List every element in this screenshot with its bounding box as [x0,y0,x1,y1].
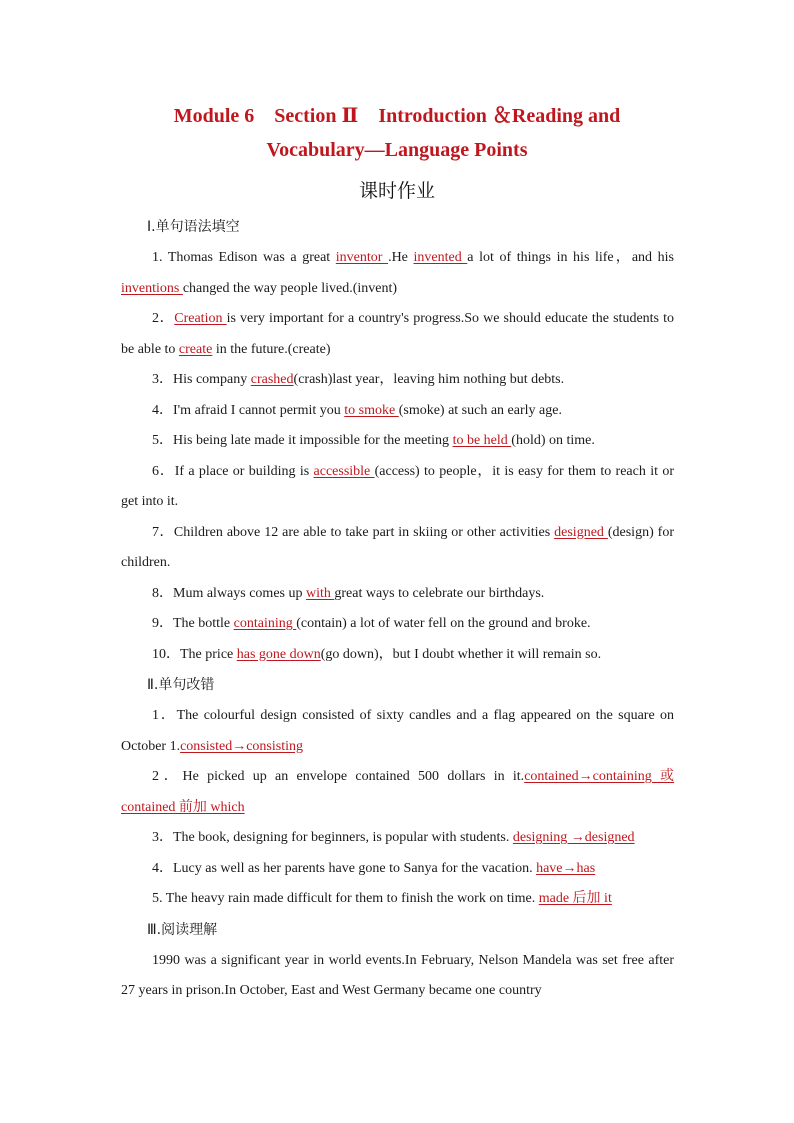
answer-blank: accessible [313,463,375,479]
question-text: (smoke) at such an early age. [398,402,562,418]
question-text: 8．Mum always comes up [152,585,306,601]
answer-correction: consisted→consisting [180,738,303,754]
question-text: (hold) on time. [511,433,595,448]
question-text: 5. The heavy rain made difficult for them to finish the work on time. [152,891,539,906]
question-text: changed the way people lived.(invent) [182,280,398,296]
answer-blank: to smoke [344,402,399,418]
question-item [121,579,674,610]
document-body [121,212,674,1007]
section-heading: Ⅲ.阅读理解 [147,921,218,938]
correction-item [121,884,674,915]
question-text: (go down)，but I doubt whether it will remain so. [320,646,602,662]
answer-blank: designed [554,524,608,540]
question-text: .He [388,250,414,265]
answer-blank: invented [413,250,468,265]
reading-passage: 1990 was a significant year in world events.In February, Nelson Mandela was set free after 27 years in prison.In October, East and West Germany became one country [121,952,674,998]
answer-blank: create [178,341,213,357]
question-item [121,396,674,427]
correction-item [121,854,674,885]
question-item [121,518,674,579]
question-text: (design) for children. [121,524,675,570]
correction-item [121,823,674,854]
question-text: in the future.(create) [212,341,331,357]
question-text: 4．I'm afraid I cannot permit you [152,402,345,418]
question-text: 7．Children above 12 are able to take part in skiing or other activities [152,524,555,540]
answer-correction: designing →designed [512,830,635,845]
question-item [121,640,674,671]
document-title-line-1: Module 6 Section Ⅱ Introduction ＆Reading and [173,105,621,127]
question-text: is very important for a country's progress.So we should educate the students to be able to [121,311,675,357]
question-text: 3．The book, designing for beginners, is popular with students. [152,830,513,845]
question-text: 9．The bottle [152,616,234,631]
question-text: 2． [152,311,175,326]
answer-blank: inventions [121,280,183,296]
question-text: a lot of things in his life，and his [467,250,674,265]
question-text: great ways to celebrate our birthdays. [334,585,545,601]
answer-correction: made 后加 it [538,891,612,906]
question-text: 1．The colourful design consisted of sixty candles and a flag appeared on the square on October 1. [121,708,674,754]
question-text: 3．His company [152,372,251,387]
question-text: 4．Lucy as well as her parents have gone to Sanya for the vacation. [152,860,537,876]
answer-blank: has gone down [236,646,321,662]
question-text: (contain) a lot of water fell on the ground and broke. [296,616,591,631]
question-text: (crash)last year，leaving him nothing but debts. [293,372,565,387]
question-text: 5．His being late made it impossible for the meeting [152,433,453,448]
question-item [121,609,674,640]
answer-correction: have→has [536,860,596,876]
answer-blank: containing [233,616,297,631]
question-item [121,365,674,396]
document-subtitle: 课时作业 [358,180,435,202]
question-text: 1. Thomas Edison was a great [152,250,336,265]
section-heading: Ⅱ.单句改错 [147,677,215,693]
answer-correction: contained→containing 或 contained 前加 which [121,769,674,815]
question-item [121,457,674,518]
answer-blank: to be held [452,433,512,448]
question-text: 2．He picked up an envelope contained 500 dollars in it. [152,769,525,784]
question-text: (access) to people，it is easy for them to reach it or get into it. [121,463,674,509]
answer-blank: with [305,585,335,601]
answer-blank: Creation [174,311,227,326]
question-item [121,426,674,457]
question-text: 6．If a place or building is [152,463,314,479]
answer-blank: crashed [250,372,294,387]
document-title-line-2: Vocabulary—Language Points [266,139,528,161]
question-item [121,243,674,304]
question-item [121,304,674,365]
answer-blank: inventor [335,250,389,265]
correction-item [121,762,674,823]
question-text: 10．The price [152,646,237,662]
section-heading: Ⅰ.单句语法填空 [147,219,240,235]
correction-item [121,701,674,762]
